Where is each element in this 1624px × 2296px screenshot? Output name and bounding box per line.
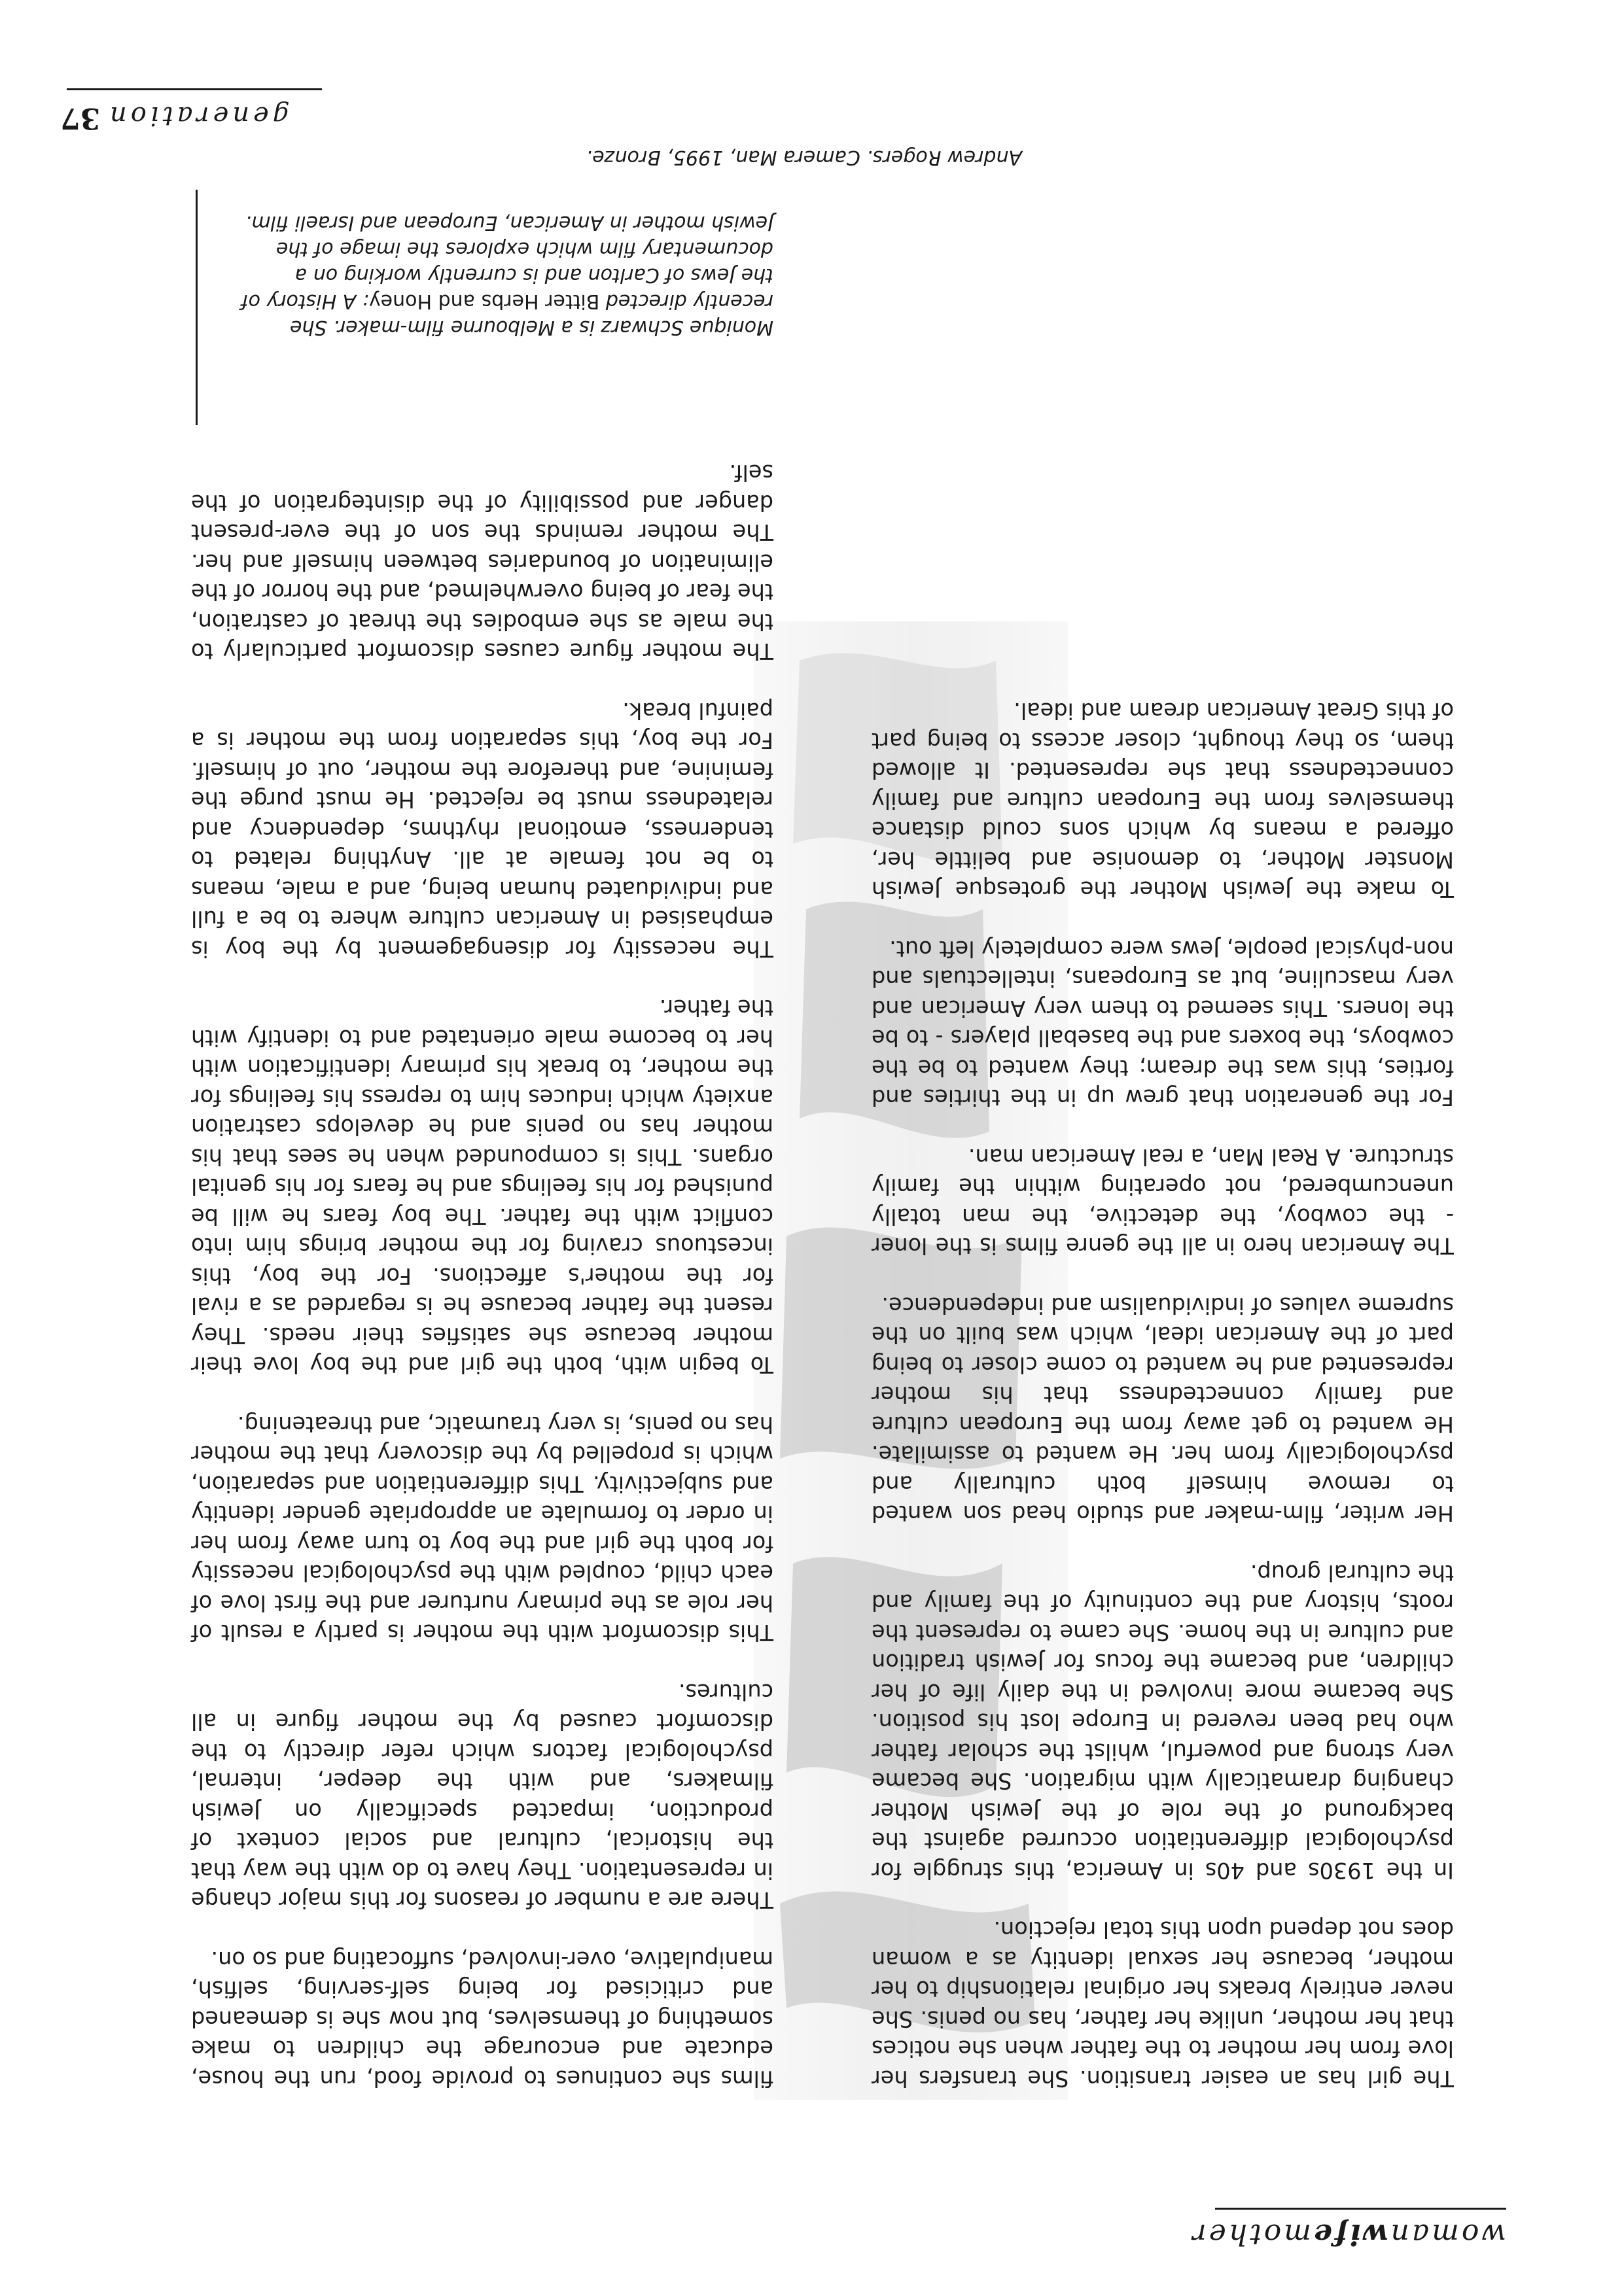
paragraph: The girl has an easier transition. She transfers her love from her mother to the father when she notices that her mother, unlike her father, has no penis. She never entirely breaks her original relationship to her mother, because her sexual identity as a woman does not depend upon this total rejection. — [872, 1917, 1454, 2091]
paragraph: The American hero in all the genre films is the loner - the cowboy, the detective, the man totally unencumbered, not operating within the family structure. A Real Man, a real American man. — [872, 1144, 1454, 1259]
bio-intro: Monique Schwarz is a Melbourne film-maker. She recently directed — [290, 290, 773, 339]
article-column-left — [872, 667, 1454, 2093]
section-title-woman: woman — [1388, 2218, 1506, 2251]
page-number: 37 — [60, 101, 101, 135]
paragraph: The necessity for disengagement by the boy is emphasised in American culture where to be a full and individuated human being, and a male, means to be not female at all. Anything related to tenderness, emotional rhythms, dependency and relatedness must be rejected. He must purge the feminine, and therefore the mother, out of himself. For the boy, this separation from the mother is a painful break. — [191, 698, 773, 962]
section-title — [1190, 2216, 1506, 2252]
running-footer — [60, 65, 322, 144]
running-header — [1190, 2180, 1506, 2252]
paragraph: For the generation that grew up in the thirties and forties, this was the dream; they wanted to be the cowboys, the boxers and the baseball players - to be the loners. This seemed to them very American and very masculine, but as Europeans, intellectuals and non-physical people, Jews were completely left out. — [872, 936, 1454, 1111]
paragraph: The mother figure causes discomfort particularly to the male as she embodies the threat of castration, the fear of being overwhelmed, and the horror of the elimination of boundaries between himself and her. The mother reminds the son of the ever-present danger and possibility of the disintegration of the self. — [191, 460, 773, 665]
paragraph: There are a number of reasons for this major change in representation. They have to do with the way that the historical, cultural and social context of production, impacted specifically on Jewish filmakers, and with the deeper, internal, psychological factors which refer directly to the discomfort caused by the mother figure in all cultures. — [191, 1679, 773, 1913]
photo-caption: Andrew Rogers. Camera Man, 1995, Bronze. — [586, 146, 1022, 169]
author-bio — [224, 209, 773, 340]
bio-film-title: Bitter Herbs and Honey — [368, 290, 600, 313]
section-title-mother: mother — [1190, 2218, 1312, 2251]
paragraph: films she continues to provide food, run the house, educate and encourage the children to make something of themselves, but now she is demeaned and criticised for being self-serving, selfish, manipulative, over-involved, suffocating and so on. — [191, 1947, 773, 2091]
paragraph: This discomfort with the mother is partly a result of her role as the primary nurturer and the first love of each child, coupled with the psychological necessity for both the girl and the boy to turn away from her in order to formulate an appropriate gender identity and subjectivity. This differentiation and separation, which is propelled by the discovery that the mother has no penis, is very traumatic, and threatening. — [191, 1412, 773, 1646]
article-column-right — [191, 428, 773, 2093]
section-title-wife: wife — [1311, 2218, 1388, 2251]
header-rule — [1215, 2208, 1506, 2210]
bio-rest: : A History of the Jews of Carlton and is currently working on a documentary film which explores the image of the Jewish mother in American, European and Israeli film. — [241, 211, 773, 313]
footer-label: generation — [106, 101, 290, 131]
paragraph: Her writer, film-maker and studio head son wanted to remove himself both culturally and psychologically from her. He wanted to assimilate. He wanted to get away from the European culture and family connectedness that his mother represented and he wanted to come closer to being part of the American ideal, which was built on the supreme values of individualism and independence. — [872, 1293, 1454, 1527]
paragraph: To begin with, both the girl and the boy love their mother because she satisfies their needs. They resent the father because he is regarded as a rival for the mother's affections. For the boy, this incestuous craving for the mother brings him into conflict with the father. The boy fears he will be punished for his feelings and he fears for his genital organs. This is compounded when he sees that his mother has no penis and he develops castration anxiety which induces him to repress his feelings for the mother, to break his primary identification with her to become male orientated and to identify with the father. — [191, 995, 773, 1378]
paragraph: To make the Jewish Mother the grotesque Jewish Monster Mother, to demonise and belittle her, offered a means by which sons could distance themselves from the European culture and family connectedness that she represented. It allowed them, so they thought, closer access to being part of this Great American dream and ideal. — [872, 698, 1454, 903]
footer-rule — [67, 88, 322, 90]
paragraph: In the 1930s and 40s in America, this struggle for psychological differentiation occurred against the background of the role of the Jewish Mother changing dramatically with migration. She became very strong and powerful, whilst the scholar father who had been revered in Europe lost his position. She became more involved in the daily life of her children, and became the focus for Jewish tradition and culture in the home. She came to represent the roots, history and the continuity of the family and the cultural group. — [872, 1560, 1454, 1883]
author-bio-rule — [196, 190, 198, 425]
